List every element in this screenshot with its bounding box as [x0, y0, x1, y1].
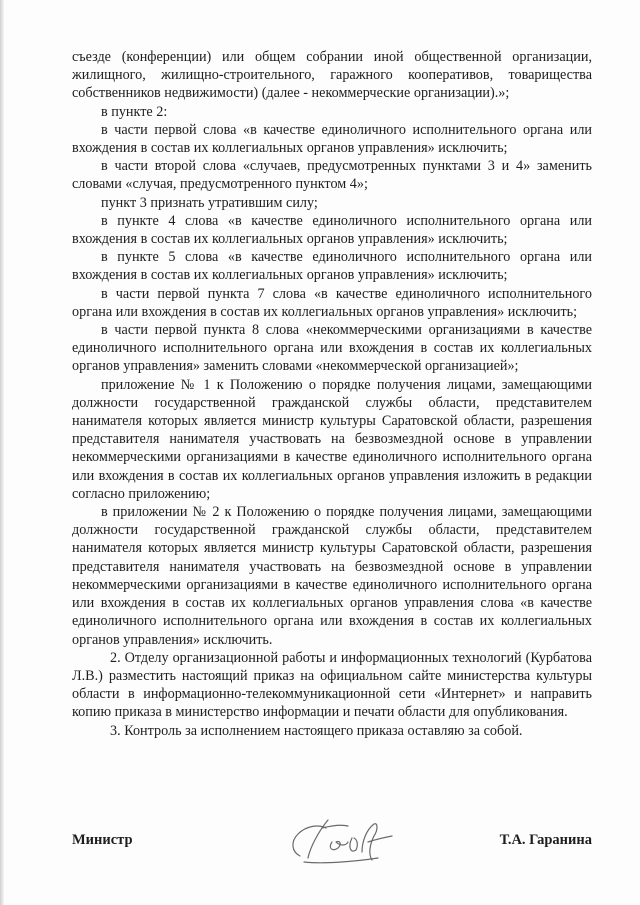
signatory-name: Т.А. Гаранина [499, 832, 592, 848]
handwritten-signature [282, 812, 402, 872]
paragraph: в пункте 5 слова «в качестве единоличного исполнительного органа или вхождения в состав их коллегиальных органов управления» исключить; [72, 249, 592, 284]
paragraph: 2. Отделу организационной работы и информационных технологий (Курбатова Л.В.) разместить настоящий приказ на официальном сайте министерства культуры области в информационно-телекоммуникационной сети «Интернет» и направить копию приказа в министерство информации и печати области для опубликования. [72, 649, 592, 721]
paragraph: в пункте 4 слова «в качестве единоличного исполнительного органа или вхождения в состав их коллегиальных органов управления» исключить; [72, 212, 592, 248]
paragraph: съезде (конференции) или общем собрании иной общественной организации, жилищного, жилищно-строительного, гаражного кооперативов, товарищества собственников недвижимости) (далее - некоммерческие организации).»; [72, 49, 592, 102]
scan-edge [0, 0, 4, 905]
signatory-title: Министр [72, 832, 133, 848]
paragraph: в части первой пункта 8 слова «некоммерческими организациями в качестве единоличного исполнительного органа или вхождения в состав их коллегиальных органов управления» заменить словами «некоммерческой организацией»; [72, 322, 592, 375]
paragraph: в пункте 2: [101, 103, 168, 120]
paragraph: 3. Контроль за исполнением настоящего приказа оставляю за собой. [110, 722, 523, 739]
paragraph: в части первой пункта 7 слова «в качестве единоличного исполнительного органа или вхождения в состав их коллегиальных органов управления» исключить; [72, 285, 592, 320]
paragraph: приложение № 1 к Положению о порядке получения лицами, замещающими должности государственной гражданской службы области, представителем нанимателя которых является министр культуры Саратовской области, разрешения представителя нанимателя участвовать на безвозмездной основе в управлении некоммерческими организациями в качестве единоличного исполнительного органа или вхождения в состав их коллегиальных органов управления изложить в редакции согласно приложению; [72, 376, 592, 502]
paragraph: в части первой слова «в качестве единоличного исполнительного органа или вхождения в состав их коллегиальных органов управления» исключить; [72, 121, 592, 157]
paragraph: в приложении № 2 к Положению о порядке получения лицами, замещающими должности государственной гражданской службы области, представителем нанимателя которых является министр культуры Саратовской области, разрешения представителя нанимателя участвовать на безвозмездной основе в управлении некоммерческими организациями в качестве единоличного исполнительного органа или вхождения в состав их коллегиальных органов управления слова «в качестве единоличного исполнительного органа или вхождения в состав их коллегиальных органов управления» исключить. [72, 504, 592, 648]
document-body [72, 48, 592, 740]
paragraph: пункт 3 признать утратившим силу; [101, 194, 318, 211]
signature-block [72, 820, 592, 880]
paragraph: в части второй слова «случаев, предусмотренных пунктами 3 и 4» заменить словами «случая, предусмотренного пунктом 4»; [72, 158, 592, 193]
